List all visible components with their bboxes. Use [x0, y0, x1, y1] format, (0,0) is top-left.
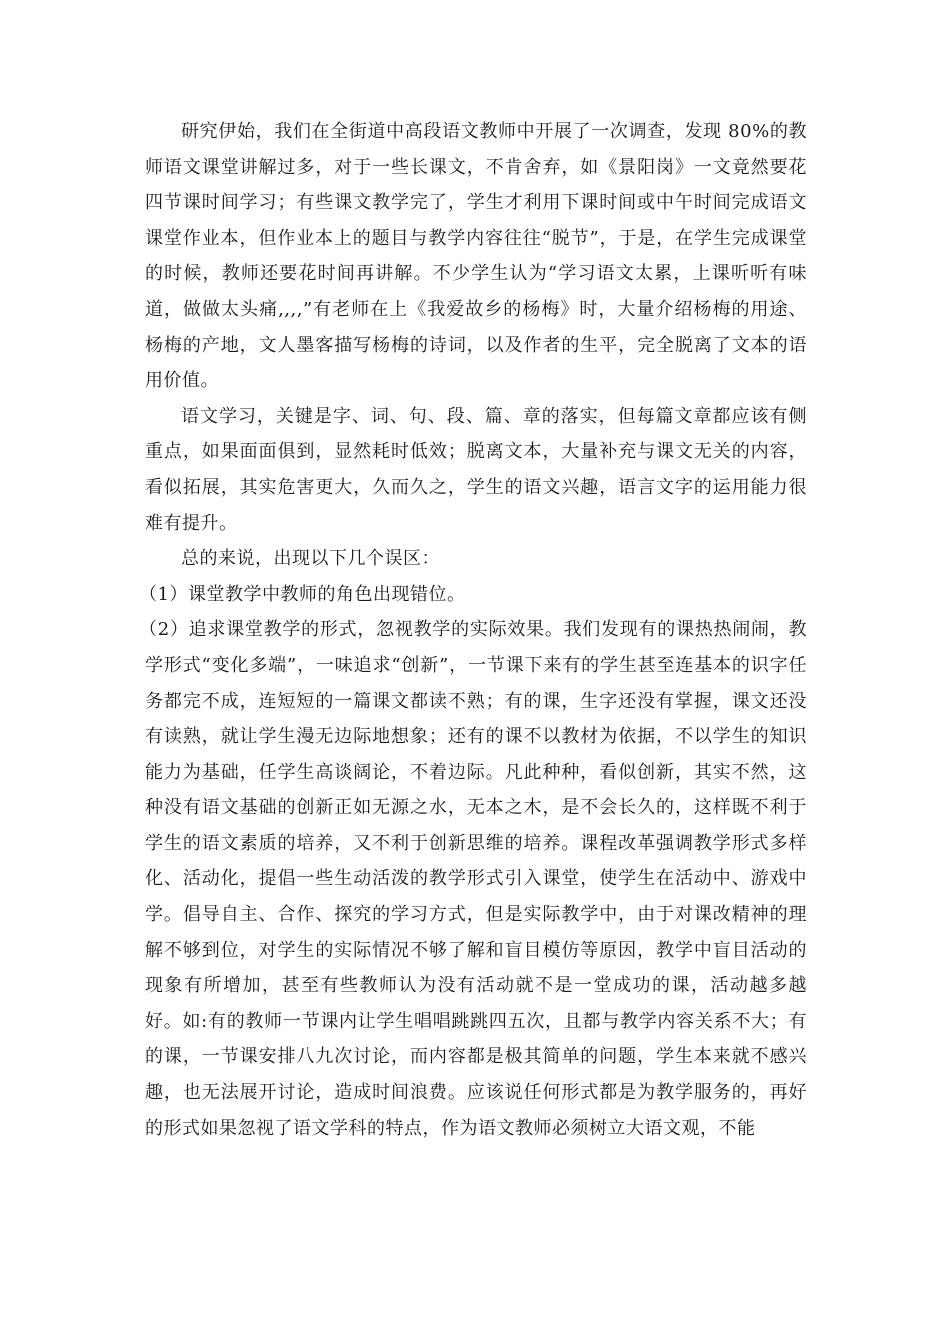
paragraph-misconceptions-intro: 总的来说，出现以下几个误区：	[181, 548, 440, 570]
paragraph-survey-findings: 研究伊始，我们在全街道中高段语文教师中开展了一次调查，发现 80%的教师语文课堂讲解过多，对于一些长课文，不肯舍弃，如《景阳岗》一文竟然要花四节课时间学习；有些课文教学完了，学生才利用下课时间或中午时间完成语文课堂作业本，但作业本上的题目与教学内容往往“脱节”，于是，在学生完成课堂的时候，教师还要花时间再讲解。不少学生认为“学习语文太累，上课听听有味道，做做太头痛,,,,”有老师在上《我爱故乡的杨梅》时，大量介绍杨梅的用途、杨梅的产地，文人墨客描写杨梅的诗词，以及作者的生平，完全脱离了文本的语用价值。	[145, 121, 807, 392]
document-body	[139, 114, 807, 1146]
list-item-2: （2）追求课堂教学的形式，忽视教学的实际效果。我们发现有的课热热闹闹，教学形式“变化多端”，一味追求“创新”，一节课下来有的学生甚至连基本的识字任务都完不成，连短短的一篇课文都读不熟；有的课，生字还没有掌握，课文还没有读熟，就让学生漫无边际地想象；还有的课不以教材为依据，不以学生的知识能力为基础，任学生高谈阔论，不着边际。凡此种种，看似创新，其实不然，这种没有语文基础的创新正如无源之水，无本之木，是不会长久的，这样既不利于学生的语文素质的培养，又不利于创新思维的培养。课程改革强调教学形式多样化、活动化，提倡一些生动活泼的教学形式引入课堂，使学生在活动中、游戏中学。倡导自主、合作、探究的学习方式，但是实际教学中，由于对课改精神的理解不够到位，对学生的实际情况不够了解和盲目模仿等原因，教学中盲目活动的现象有所增加，甚至有些教师认为没有活动就不是一堂成功的课，活动越多越好。如:有的教师一节课内让学生唱唱跳跳四五次，且都与教学内容关系不大；有的课，一节课安排八九次讨论，而内容都是极其简单的问题，学生本来就不感兴趣，也无法展开讨论，造成时间浪费。应该说任何形式都是为教学服务的，再好的形式如果忽视了语文学科的特点，作为语文教师必须树立大语文观，不能	[139, 619, 807, 1139]
list-item-1: （1）课堂教学中教师的角色出现错位。	[139, 583, 466, 605]
paragraph-chinese-learning: 语文学习，关键是字、词、句、段、篇、章的落实，但每篇文章都应该有侧重点，如果面面俱到，显然耗时低效；脱离文本，大量补充与课文无关的内容，看似拓展，其实危害更大，久而久之，学生的语文兴趣，语言文字的运用能力很难有提升。	[145, 405, 807, 534]
